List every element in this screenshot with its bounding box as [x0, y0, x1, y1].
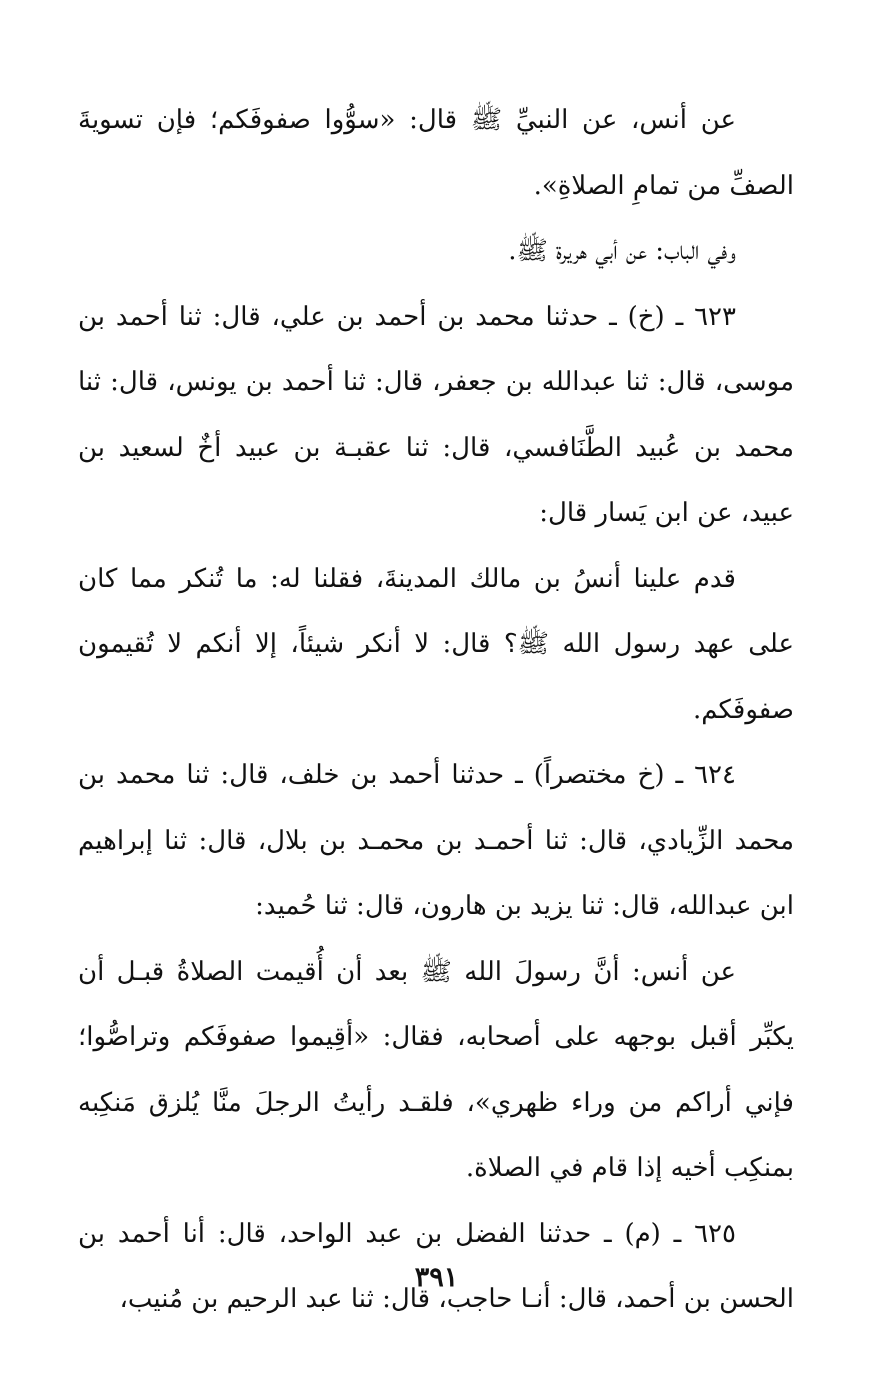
- paragraph-hadith-624-isnad: ٦٢٤ ـ (خ مختصراً) ـ حدثنا أحمد بن خلف، قال: ثنا محمد بن محمد الزِّيادي، قال: ثنا أحمـد بن محمـد بن بلال، قال: ثنا إبراهيم ابن عبدالله، قال: ثنا يزيد بن هارون، قال: ثنا حُميد:: [78, 760, 794, 921]
- paragraph-hadith-623-isnad: ٦٢٣ ـ (خ) ـ حدثنا محمد بن أحمد بن علي، قال: ثنا أحمد بن موسى، قال: ثنا عبدالله بن جعفر، قال: ثنا أحمد بن يونس، قال: ثنا محمد بن عُبيد الطَّنَافسي، قال: ثنا عقبـة بن عبيد أخٌ لسعيد بن عبيد، عن ابن يَسار قال:: [78, 301, 794, 528]
- paragraph-hadith-623-text: قدم علينا أنسُ بن مالك المدينةَ، فقلنا له: ما تُنكر مما كان على عهد رسول الله ﷺ؟ قال: لا أنكر شيئاً، إلا أنكم لا تُقيمون صفوفَكم.: [78, 563, 794, 725]
- paragraph-chapter-note: وفي الباب: عن أبي هريرة ﷺ.: [508, 236, 736, 266]
- paragraph-hadith-622-text: عن أنس، عن النبيِّ ﷺ قال: «سوُّوا صفوفَكم؛ فإن تسويةَ الصفِّ من تمامِ الصلاةِ».: [78, 105, 794, 201]
- page-number: ٣٩١: [414, 1262, 459, 1293]
- paragraph-hadith-625-isnad: ٦٢٥ ـ (م) ـ حدثنا الفضل بن عبد الواحد، قال: أنا أحمد بن الحسن بن أحمد، قال: أنـا حاجب، قال: ثنا عبد الرحيم بن مُنيب،: [78, 1218, 794, 1314]
- paragraph-hadith-624-text: عن أنس: أنَّ رسولَ الله ﷺ بعد أن أُقيمت الصلاةُ قبـل أن يكبِّر أقبل بوجهه على أصحابه، فقال: «أقِيموا صفوفَكم وتراصُّوا؛ فإني أراكم من وراء ظهري»، فلقـد رأيتُ الرجلَ منَّا يُلزق مَنكِبه بمنكِب أخيه إذا قام في الصلاة.: [78, 956, 794, 1183]
- page-body-text: [78, 88, 794, 1333]
